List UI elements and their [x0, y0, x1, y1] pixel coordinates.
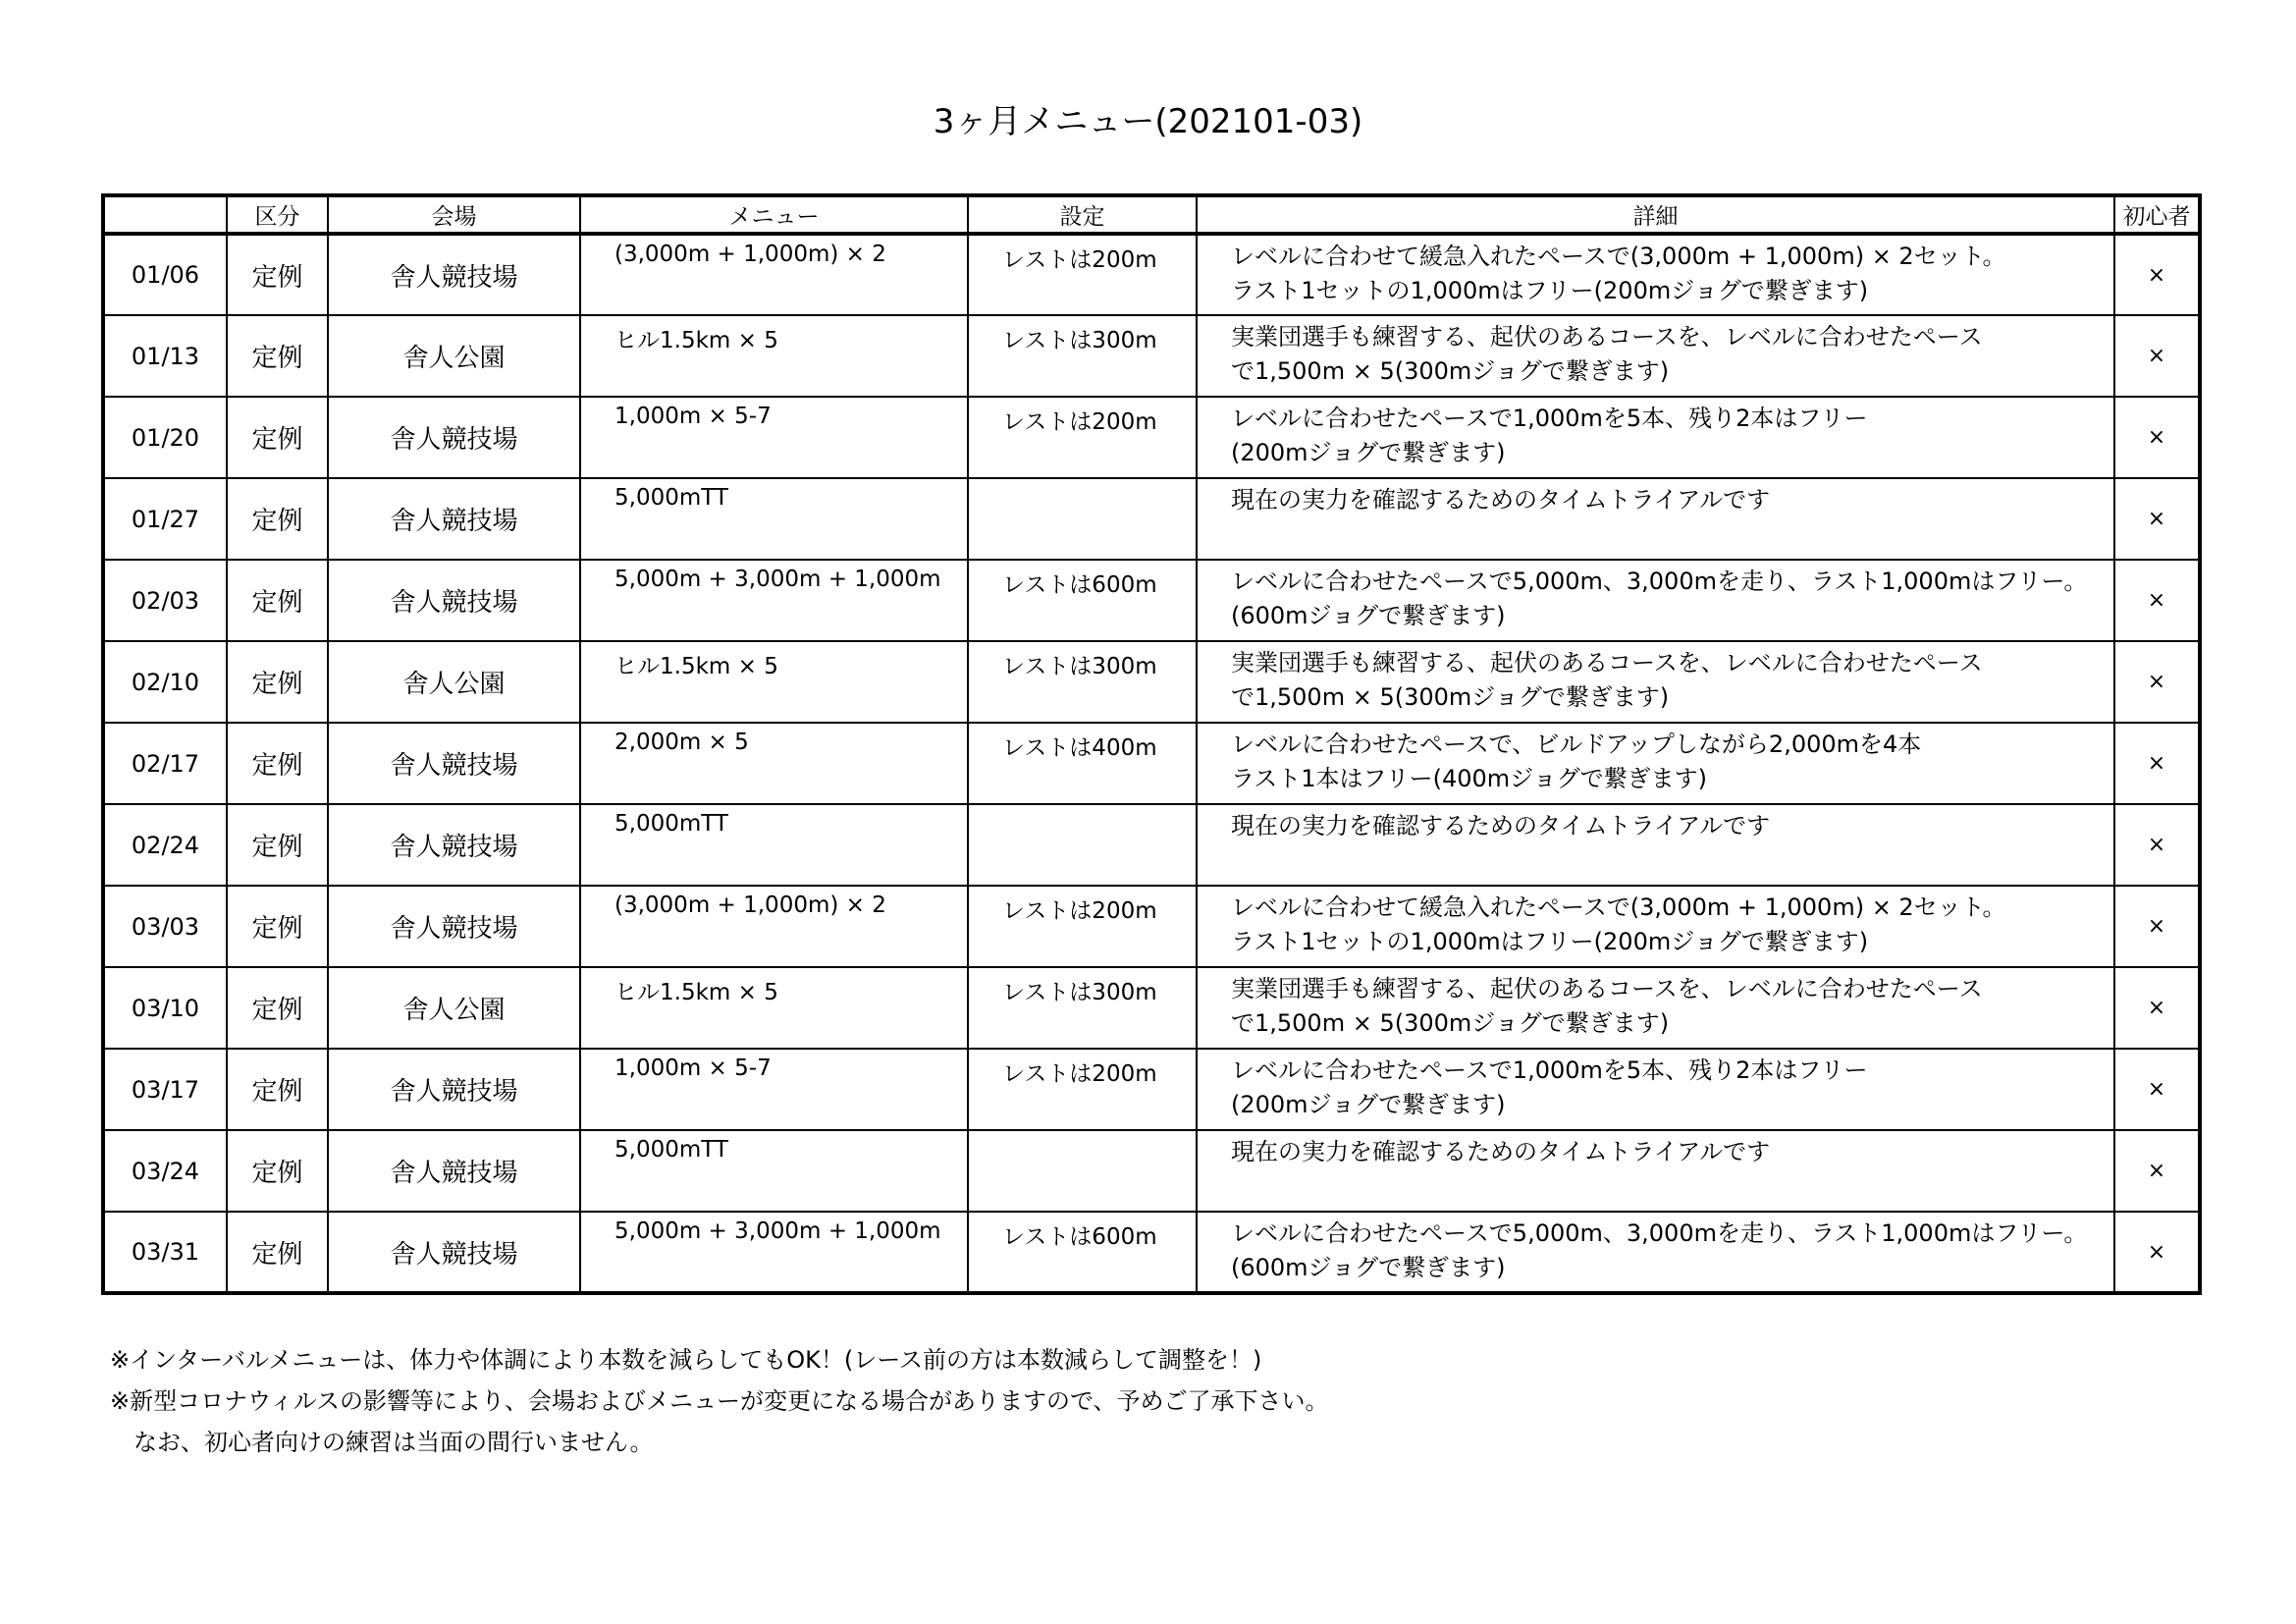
detail-line: で1,500m × 5(300mジョグで繋ぎます) [1231, 1009, 1670, 1037]
venue-cell: 舎人競技場 [328, 234, 580, 315]
menu-cell: ヒル1.5km × 5 [580, 967, 968, 1049]
page-title: 3ヶ月メニュー(202101-03) [933, 102, 1363, 141]
beginner-cell: × [2114, 723, 2200, 804]
date-cell: 03/03 [103, 886, 227, 967]
detail-line: 現在の実力を確認するためのタイムトライアルです [1231, 1138, 1771, 1165]
kubun-cell: 定例 [227, 315, 328, 397]
detail-cell [1197, 1049, 2114, 1130]
detail-line: レベルに合わせて緩急入れたペースで(3,000m + 1,000m) × 2セット。 [1231, 893, 2006, 921]
table-row [103, 1212, 2200, 1293]
detail-line: ラスト1セットの1,000mはフリー(200mジョグで繋ぎます) [1231, 928, 1869, 955]
table-row [103, 723, 2200, 804]
date-cell: 02/10 [103, 641, 227, 723]
table-row [103, 641, 2200, 723]
beginner-cell: × [2114, 234, 2200, 315]
setting-cell [968, 478, 1197, 560]
setting-cell: レストは200m [968, 1049, 1197, 1130]
venue-cell: 舎人競技場 [328, 723, 580, 804]
setting-cell: レストは300m [968, 641, 1197, 723]
venue-cell: 舎人競技場 [328, 886, 580, 967]
setting-cell: レストは300m [968, 315, 1197, 397]
detail-line: で1,500m × 5(300mジョグで繋ぎます) [1231, 357, 1670, 385]
header-row [103, 195, 2200, 234]
date-cell: 02/17 [103, 723, 227, 804]
setting-cell: レストは400m [968, 723, 1197, 804]
venue-cell: 舎人競技場 [328, 1049, 580, 1130]
note-interval: ※インターバルメニューは、体力や体調により本数を減らしてもOK！(レース前の方は本数減らして調整を！) [110, 1346, 1262, 1374]
column-header-setting: 設定 [968, 195, 1197, 234]
detail-cell [1197, 478, 2114, 560]
setting-cell [968, 1130, 1197, 1212]
detail-line: で1,500m × 5(300mジョグで繋ぎます) [1231, 683, 1670, 711]
detail-cell [1197, 641, 2114, 723]
detail-cell [1197, 1212, 2114, 1293]
menu-cell: (3,000m + 1,000m) × 2 [580, 234, 968, 315]
detail-line: 実業団選手も練習する、起伏のあるコースを、レベルに合わせたペース [1231, 323, 1983, 351]
menu-cell: ヒル1.5km × 5 [580, 641, 968, 723]
detail-line: (200mジョグで繋ぎます) [1231, 1091, 1506, 1118]
table-row [103, 1049, 2200, 1130]
detail-line: ラスト1セットの1,000mはフリー(200mジョグで繋ぎます) [1231, 277, 1869, 304]
detail-line: 実業団選手も練習する、起伏のあるコースを、レベルに合わせたペース [1231, 975, 1983, 1002]
date-cell: 03/24 [103, 1130, 227, 1212]
kubun-cell: 定例 [227, 886, 328, 967]
detail-cell [1197, 315, 2114, 397]
detail-line: ラスト1本はフリー(400mジョグで繋ぎます) [1231, 765, 1708, 792]
table-row [103, 804, 2200, 886]
date-cell: 03/31 [103, 1212, 227, 1293]
table-row [103, 886, 2200, 967]
setting-cell: レストは200m [968, 397, 1197, 478]
setting-cell: レストは300m [968, 967, 1197, 1049]
column-header-menu: メニュー [580, 195, 968, 234]
menu-cell: 5,000m + 3,000m + 1,000m [580, 560, 968, 641]
detail-line: レベルに合わせたペースで5,000m、3,000mを走り、ラスト1,000mはフリー。 [1231, 1219, 2088, 1247]
table-row [103, 478, 2200, 560]
venue-cell: 舎人公園 [328, 641, 580, 723]
date-cell: 02/24 [103, 804, 227, 886]
kubun-cell: 定例 [227, 234, 328, 315]
setting-cell: レストは200m [968, 234, 1197, 315]
kubun-cell: 定例 [227, 478, 328, 560]
beginner-cell: × [2114, 1049, 2200, 1130]
setting-cell: レストは600m [968, 1212, 1197, 1293]
setting-cell [968, 804, 1197, 886]
note-beginner: なお、初心者向けの練習は当面の間行いません。 [110, 1429, 654, 1456]
detail-line: 現在の実力を確認するためのタイムトライアルです [1231, 486, 1771, 514]
venue-cell: 舎人競技場 [328, 1130, 580, 1212]
date-cell: 01/13 [103, 315, 227, 397]
date-cell: 01/27 [103, 478, 227, 560]
beginner-cell: × [2114, 560, 2200, 641]
kubun-cell: 定例 [227, 1049, 328, 1130]
kubun-cell: 定例 [227, 1130, 328, 1212]
schedule-table [101, 193, 2202, 1295]
detail-cell [1197, 967, 2114, 1049]
beginner-cell: × [2114, 641, 2200, 723]
column-header-detail: 詳細 [1197, 195, 2114, 234]
detail-cell [1197, 397, 2114, 478]
menu-cell: (3,000m + 1,000m) × 2 [580, 886, 968, 967]
menu-cell: ヒル1.5km × 5 [580, 315, 968, 397]
menu-cell: 2,000m × 5 [580, 723, 968, 804]
detail-line [1231, 514, 2113, 554]
table-row [103, 397, 2200, 478]
detail-cell [1197, 804, 2114, 886]
detail-line: レベルに合わせたペースで5,000m、3,000mを走り、ラスト1,000mはフリー。 [1231, 568, 2088, 595]
column-header-date [103, 195, 227, 234]
venue-cell: 舎人公園 [328, 315, 580, 397]
date-cell: 03/17 [103, 1049, 227, 1130]
date-cell: 01/06 [103, 234, 227, 315]
kubun-cell: 定例 [227, 397, 328, 478]
beginner-cell: × [2114, 1212, 2200, 1293]
kubun-cell: 定例 [227, 723, 328, 804]
menu-cell: 5,000mTT [580, 1130, 968, 1212]
detail-line [1231, 1166, 2113, 1206]
menu-cell: 5,000mTT [580, 804, 968, 886]
kubun-cell: 定例 [227, 641, 328, 723]
kubun-cell: 定例 [227, 1212, 328, 1293]
note-covid: ※新型コロナウィルスの影響等により、会場およびメニューが変更になる場合がありますので、予めご了承下さい。 [110, 1387, 1329, 1415]
kubun-cell: 定例 [227, 560, 328, 641]
beginner-cell: × [2114, 397, 2200, 478]
date-cell: 01/20 [103, 397, 227, 478]
date-cell: 02/03 [103, 560, 227, 641]
menu-cell: 1,000m × 5-7 [580, 1049, 968, 1130]
detail-cell [1197, 723, 2114, 804]
detail-cell [1197, 886, 2114, 967]
beginner-cell: × [2114, 804, 2200, 886]
menu-cell: 5,000mTT [580, 478, 968, 560]
beginner-cell: × [2114, 478, 2200, 560]
table-row [103, 1130, 2200, 1212]
venue-cell: 舎人競技場 [328, 560, 580, 641]
detail-line: レベルに合わせたペースで1,000mを5本、残り2本はフリー [1231, 405, 1868, 432]
kubun-cell: 定例 [227, 804, 328, 886]
detail-cell [1197, 560, 2114, 641]
beginner-cell: × [2114, 967, 2200, 1049]
detail-line: (200mジョグで繋ぎます) [1231, 439, 1506, 466]
beginner-cell: × [2114, 886, 2200, 967]
setting-cell: レストは600m [968, 560, 1197, 641]
menu-cell: 5,000m + 3,000m + 1,000m [580, 1212, 968, 1293]
column-header-venue: 会場 [328, 195, 580, 234]
table-row [103, 234, 2200, 315]
table-row [103, 560, 2200, 641]
detail-line: レベルに合わせたペースで1,000mを5本、残り2本はフリー [1231, 1056, 1868, 1084]
detail-cell [1197, 1130, 2114, 1212]
venue-cell: 舎人競技場 [328, 397, 580, 478]
detail-line [1231, 840, 2113, 880]
detail-line: 現在の実力を確認するためのタイムトライアルです [1231, 812, 1771, 839]
menu-cell: 1,000m × 5-7 [580, 397, 968, 478]
detail-line: 実業団選手も練習する、起伏のあるコースを、レベルに合わせたペース [1231, 649, 1983, 677]
beginner-cell: × [2114, 1130, 2200, 1212]
date-cell: 03/10 [103, 967, 227, 1049]
table-row [103, 315, 2200, 397]
detail-line: (600mジョグで繋ぎます) [1231, 1254, 1506, 1281]
detail-line: レベルに合わせたペースで、ビルドアップしながら2,000mを4本 [1231, 731, 1922, 758]
venue-cell: 舎人競技場 [328, 478, 580, 560]
detail-line: (600mジョグで繋ぎます) [1231, 602, 1506, 629]
table-row [103, 967, 2200, 1049]
venue-cell: 舎人競技場 [328, 1212, 580, 1293]
detail-line: レベルに合わせて緩急入れたペースで(3,000m + 1,000m) × 2セット。 [1231, 243, 2006, 270]
setting-cell: レストは200m [968, 886, 1197, 967]
kubun-cell: 定例 [227, 967, 328, 1049]
venue-cell: 舎人競技場 [328, 804, 580, 886]
venue-cell: 舎人公園 [328, 967, 580, 1049]
beginner-cell: × [2114, 315, 2200, 397]
column-header-kubun: 区分 [227, 195, 328, 234]
detail-cell [1197, 234, 2114, 315]
notes [110, 1339, 1328, 1463]
column-header-beginner: 初心者 [2114, 195, 2200, 234]
